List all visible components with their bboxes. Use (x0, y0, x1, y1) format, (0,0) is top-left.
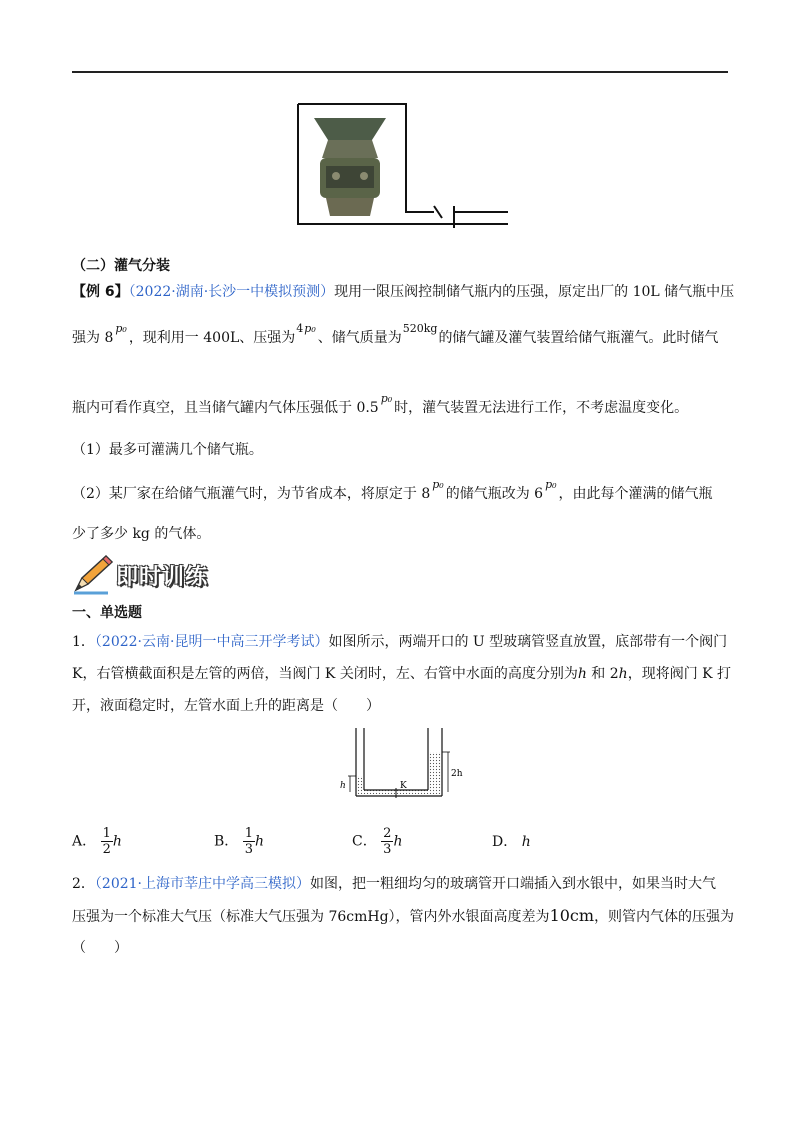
vessel-valve-figure (290, 100, 520, 230)
option-var: h (255, 833, 265, 850)
text-seg: （2）某厂家在给储气瓶灌气时，为节省成本，将原定于 8 (72, 486, 431, 502)
problem-source: （2021·上海市莘庄中学高三模拟） (94, 876, 311, 892)
banner-title: 即时训练 (116, 565, 209, 590)
option-label: B． (214, 833, 239, 850)
option-b[interactable] (214, 826, 264, 857)
p0-symbol: p₀ (432, 478, 444, 491)
label-k: K (400, 781, 407, 791)
var-h: h (618, 666, 628, 682)
section-heading: （二）灌气分装 (72, 258, 170, 274)
fraction: $\frac{1}{3}$ (244, 826, 254, 857)
mass-value: 520kg (402, 322, 438, 335)
pencil-icon (72, 552, 114, 596)
example-source: （2022·湖南·长沙一中模拟预测） (128, 284, 335, 300)
var-h: h (577, 666, 587, 682)
p0-symbol: p₀ (380, 392, 393, 405)
label-2h: 2h (451, 769, 463, 779)
text-seg: ，由此每个灌满的储气瓶 (558, 486, 713, 502)
fraction: $\frac{1}{2}$ (102, 826, 111, 857)
coefficient: 4 (296, 322, 304, 335)
text-seg: ，则管内气体的压强为 (594, 909, 735, 925)
text-seg: 的储气罐及灌气装置给储气瓶灌气。此时储气 (438, 330, 719, 346)
problem2-line2 (72, 906, 734, 927)
problem2-line1 (72, 874, 716, 894)
text-seg: 和 2 (586, 666, 619, 682)
text-seg: 如图，把一粗细均匀的玻璃管开口端插入到水银中，如果当时大气 (310, 876, 717, 892)
example-label: 【例 6】 (72, 284, 129, 300)
option-var: h (521, 834, 531, 850)
text-seg: 的储气瓶改为 6 (445, 486, 544, 502)
problem-source: （2022·云南·昆明一中高三开学考试） (94, 634, 329, 650)
option-label: A． (72, 833, 97, 850)
text-seg: ，现将阀门 K 打 (627, 666, 732, 682)
u-tube-figure (336, 726, 470, 800)
question-1: （1）最多可灌满几个储气瓶。 (72, 442, 263, 458)
text-seg: 如图所示，两端开口的 U 型玻璃管竖直放置，底部带有一个阀门 (328, 634, 728, 650)
option-var: h (112, 833, 122, 850)
training-banner (72, 552, 212, 596)
example-text: 现用一限压阀控制储气瓶内的压强，原定出厂的 10L 储气瓶中压 (334, 284, 735, 300)
p0-symbol: p₀ (115, 322, 127, 335)
p0-symbol: p₀ (304, 322, 316, 335)
p0-symbol: p₀ (545, 478, 557, 491)
text-seg: 时，灌气装置无法进行工作，不考虑温度变化。 (394, 400, 689, 416)
problem1-line2 (72, 664, 731, 684)
question-2-line1 (72, 478, 713, 505)
problem-number: 1． (72, 634, 95, 650)
text-seg: K，右管横截面积是左管的两倍，当阀门 K 关闭时，左、右管中水面的高度分别为 (72, 666, 578, 682)
height-diff-value: 10cm (549, 906, 595, 925)
option-d[interactable] (492, 832, 531, 852)
text-seg: 强为 8 (72, 330, 114, 346)
text-seg: 瓶内可看作真空，且当储气罐内气体压强低于 0.5 (72, 400, 379, 416)
text-seg: 、储气质量为 (317, 330, 402, 346)
header-rule (72, 71, 728, 73)
option-a[interactable] (72, 826, 122, 857)
label-h: h (340, 781, 346, 791)
example6-line1 (72, 282, 734, 302)
text-seg: 压强为一个标准大气压（标准大气压强为 76cmHg），管内外水银面高度差为 (72, 909, 550, 925)
option-var: h (393, 833, 403, 850)
problem1-line3: 开，液面稳定时，左管水面上升的距离是（ ） (72, 698, 380, 714)
example6-line2 (72, 322, 719, 349)
fraction: $\frac{2}{3}$ (383, 826, 392, 857)
problem-number: 2． (72, 876, 95, 892)
question-2-line2: 少了多少 kg 的气体。 (72, 526, 211, 542)
example6-line3 (72, 392, 689, 419)
option-label: D． (492, 834, 518, 850)
option-c[interactable] (352, 826, 402, 857)
problem1-line1 (72, 632, 727, 652)
text-seg: ，现利用一 400L、压强为 (128, 330, 296, 346)
problem2-line3: （ ） (72, 940, 128, 956)
section-one-heading: 一、单选题 (72, 605, 142, 621)
option-label: C． (352, 833, 377, 850)
bronze-vessel-image (314, 118, 386, 216)
